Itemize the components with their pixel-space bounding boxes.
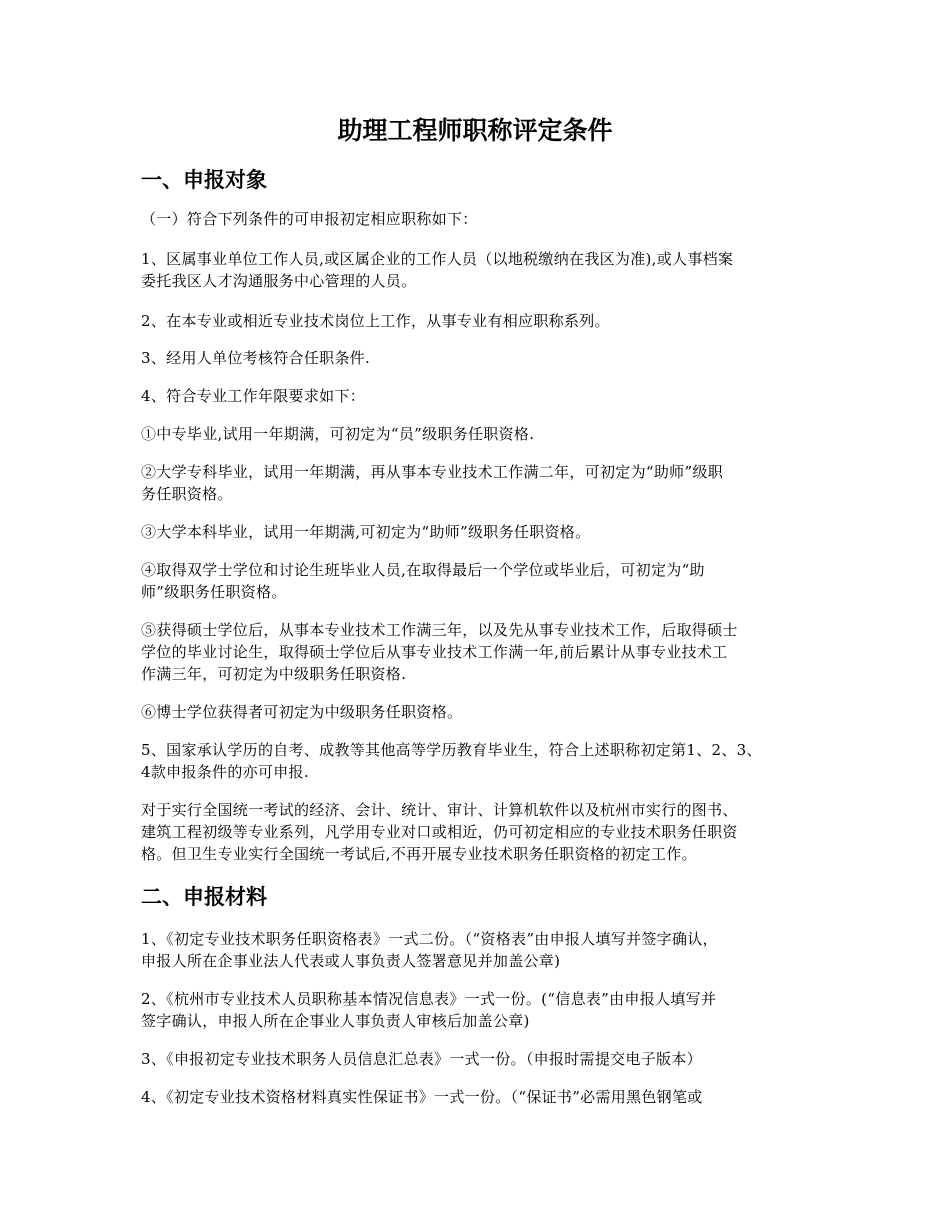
list-item-junior-college bbox=[141, 461, 821, 505]
material-item-4: 4、《初定专业技术资格材料真实性保证书》一式一份。（“保证书”必需用黑色钢笔或 bbox=[141, 1088, 703, 1106]
material-item-3: 3、《申报初定专业技术职务人员信息汇总表》一式一份。（申报时需提交电子版本） bbox=[141, 1050, 702, 1068]
material-item-2 bbox=[141, 988, 821, 1032]
text-line: 对于实行全国统一考试的经济、会计、统计、审计、计算机软件以及杭州市实行的图书、 bbox=[141, 801, 738, 819]
paragraph-condition-5 bbox=[141, 739, 821, 783]
text-line: ②大学专科毕业，试用一年期满，再从事本专业技术工作满二年，可初定为“助师”级职 bbox=[141, 463, 724, 481]
list-item-technical-school: ①中专毕业,试用一年期满，可初定为“员”级职务任职资格. bbox=[141, 425, 535, 443]
material-item-1 bbox=[141, 928, 821, 972]
paragraph-condition-2: 2、在本专业或相近专业技术岗位上工作，从事专业有相应职称系列。 bbox=[141, 312, 610, 330]
list-item-bachelor: ③大学本科毕业，试用一年期满,可初定为“助师”级职务任职资格。 bbox=[141, 523, 591, 541]
text-line: 1、《初定专业技术职务任职资格表》一式二份。（“资格表”由申报人填写并签字确认， bbox=[141, 930, 718, 948]
text-line: 作满三年，可初定为中级职务任职资格. bbox=[141, 665, 407, 683]
section-heading-applicants: 一、申报对象 bbox=[141, 168, 267, 192]
document-title: 助理工程师职称评定条件 bbox=[337, 116, 613, 145]
text-line: 5、国家承认学历的自考、成教等其他高等学历教育毕业生，符合上述职称初定第1、2、3、 bbox=[141, 741, 762, 759]
text-line: 委托我区人才沟通服务中心管理的人员。 bbox=[141, 272, 417, 290]
text-line: 4款申报条件的亦可申报. bbox=[141, 763, 309, 781]
paragraph-condition-1 bbox=[141, 248, 821, 292]
paragraph-unified-exam bbox=[141, 799, 821, 865]
text-line: 建筑工程初级等专业系列，凡学用专业对口或相近，仍可初定相应的专业技术职务任职资 bbox=[141, 823, 738, 841]
text-line: ④取得双学士学位和讨论生班毕业人员,在取得最后一个学位或毕业后，可初定为“助 bbox=[141, 561, 705, 579]
list-item-double-degree bbox=[141, 559, 821, 603]
text-line: 2、《杭州市专业技术人员职称基本情况信息表》一式一份。(“信息表”由申报人填写并 bbox=[141, 990, 717, 1008]
list-item-doctorate: ⑥博士学位获得者可初定为中级职务任职资格。 bbox=[141, 703, 463, 721]
text-line: 格。但卫生专业实行全国统一考试后,不再开展专业技术职务任职资格的初定工作。 bbox=[141, 845, 697, 863]
section-heading-materials: 二、申报材料 bbox=[141, 885, 267, 909]
text-line: 师”级职务任职资格。 bbox=[141, 583, 287, 601]
text-line: 申报人所在企事业法人代表或人事负责人签署意见并加盖公章) bbox=[141, 952, 561, 970]
text-line: 学位的毕业讨论生，取得硕士学位后从事专业技术工作满一年,前后累计从事专业技术工 bbox=[141, 643, 728, 661]
paragraph-condition-3: 3、经用人单位考核符合任职条件. bbox=[141, 349, 371, 367]
paragraph-condition-4: 4、符合专业工作年限要求如下： bbox=[141, 387, 366, 405]
text-line: 务任职资格。 bbox=[141, 485, 233, 503]
text-line: ⑤获得硕士学位后，从事本专业技术工作满三年，以及先从事专业技术工作，后取得硕士 bbox=[141, 621, 738, 639]
text-line: 签字确认，申报人所在企事业人事负责人审核后加盖公章) bbox=[141, 1012, 530, 1030]
text-line: 1、区属事业单位工作人员,或区属企业的工作人员（以地税缴纳在我区为准),或人事档案 bbox=[141, 250, 734, 268]
list-item-master bbox=[141, 619, 821, 685]
paragraph-intro: （一）符合下列条件的可申报初定相应职称如下： bbox=[141, 210, 478, 228]
